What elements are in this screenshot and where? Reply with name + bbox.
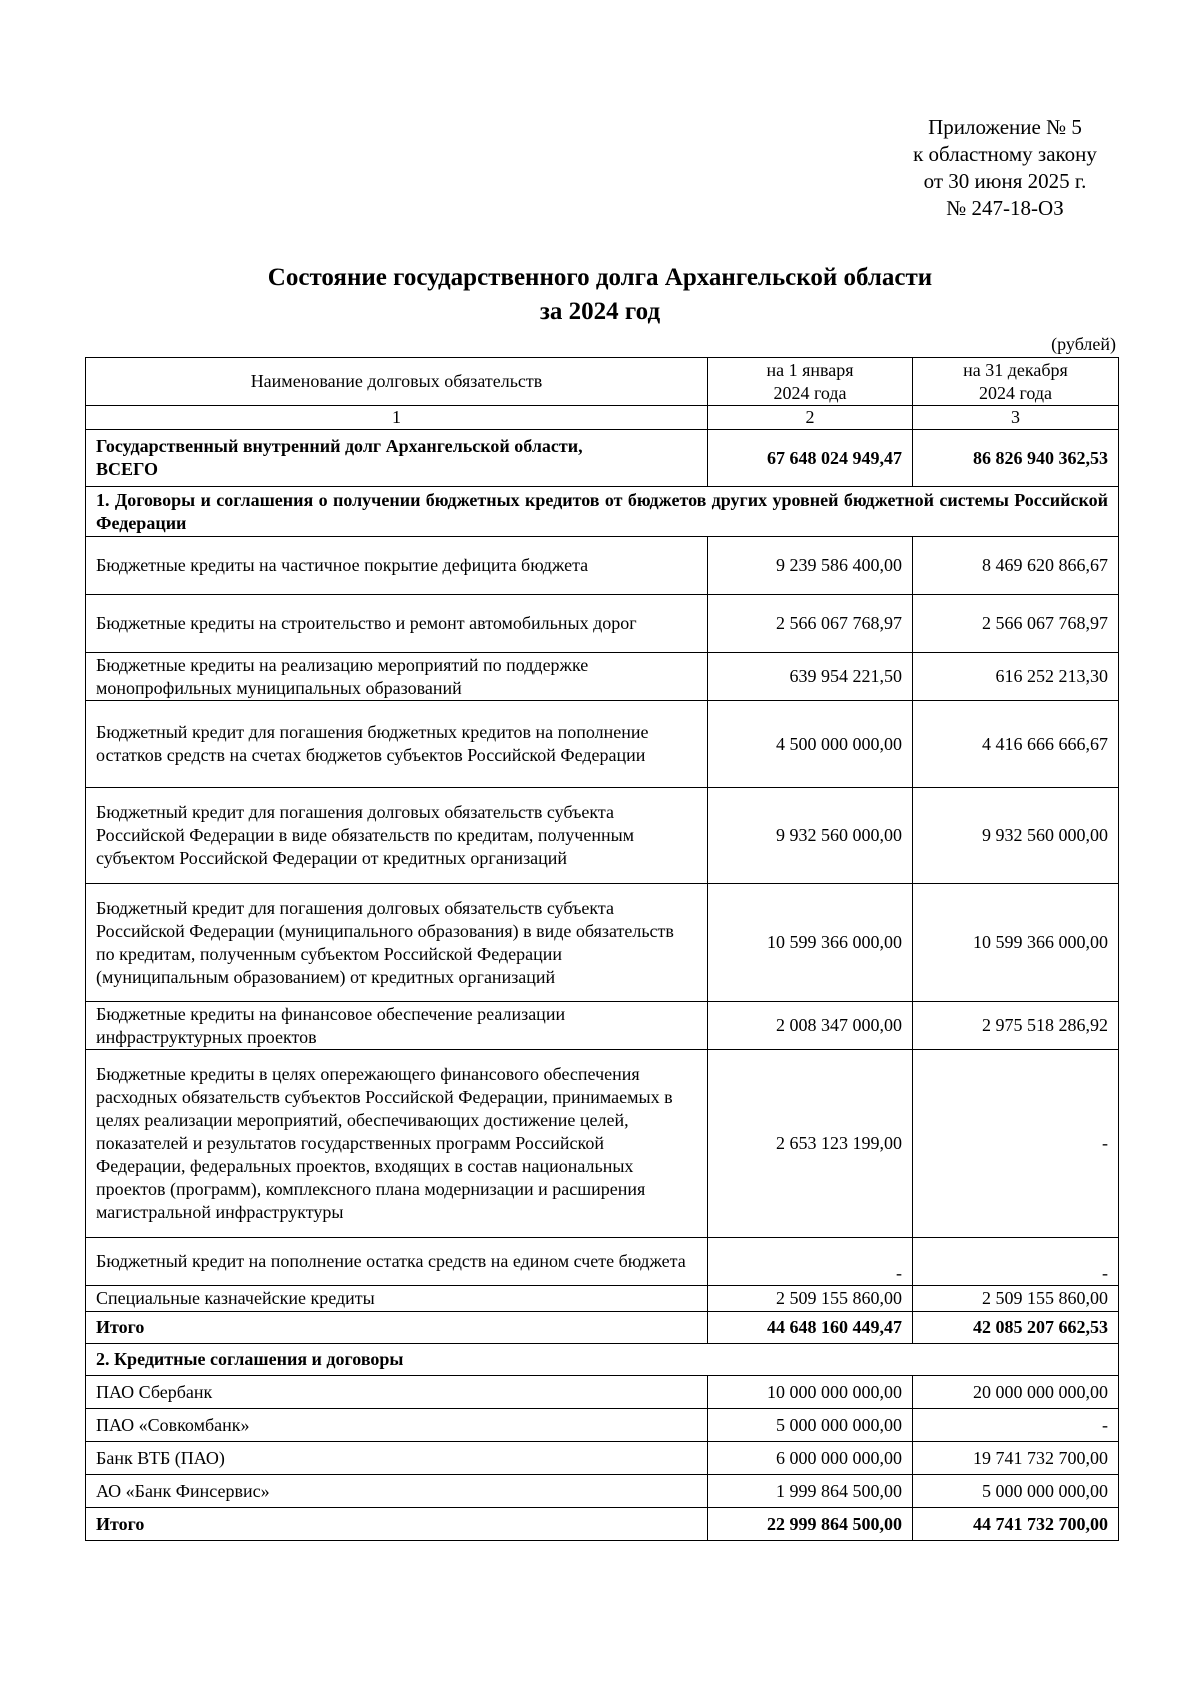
grand-total-name <box>86 430 708 487</box>
colnum-2: 2 <box>708 406 913 430</box>
row-name: ПАО Сбербанк <box>86 1376 708 1409</box>
row-value-jan: 10 000 000 000,00 <box>708 1376 913 1409</box>
section-2-subtotal-row <box>86 1508 1119 1541</box>
appendix-number: Приложение № 5 <box>928 115 1082 139</box>
subtotal-jan: 44 648 160 449,47 <box>708 1312 913 1344</box>
section-2-title-row <box>86 1344 1119 1376</box>
table-row <box>86 1238 1119 1286</box>
grand-total-jan: 67 648 024 949,47 <box>708 430 913 487</box>
table-row <box>86 1475 1119 1508</box>
table-row <box>86 1409 1119 1442</box>
appendix-law: к областному закону <box>913 142 1097 166</box>
row-value-jan: 10 599 366 000,00 <box>708 884 913 1002</box>
header-dec-line1: на 31 декабря <box>963 359 1068 380</box>
grand-total-name-line1: Государственный внутренний долг Архангельской области, <box>96 436 583 456</box>
row-value-jan: 9 239 586 400,00 <box>708 537 913 595</box>
table-row <box>86 701 1119 788</box>
appendix-law-number: № 247-18-ОЗ <box>946 196 1064 220</box>
table-row <box>86 884 1119 1002</box>
row-value-dec: 9 932 560 000,00 <box>913 788 1119 884</box>
section-1-subtotal-row <box>86 1312 1119 1344</box>
subtotal-dec: 42 085 207 662,53 <box>913 1312 1119 1344</box>
grand-total-row <box>86 430 1119 487</box>
table-row <box>86 1050 1119 1238</box>
row-name: Бюджетные кредиты на реализацию мероприятий по поддержке монопрофильных муниципальных образований <box>86 653 708 701</box>
table-row <box>86 788 1119 884</box>
section-1-title-row <box>86 487 1119 537</box>
row-name: ПАО «Совкомбанк» <box>86 1409 708 1442</box>
row-value-jan: 9 932 560 000,00 <box>708 788 913 884</box>
row-value-jan: 1 999 864 500,00 <box>708 1475 913 1508</box>
row-value-jan: 2 008 347 000,00 <box>708 1002 913 1050</box>
row-value-dec: 2 566 067 768,97 <box>913 595 1119 653</box>
row-value-jan: 2 509 155 860,00 <box>708 1286 913 1312</box>
row-value-dec: 2 975 518 286,92 <box>913 1002 1119 1050</box>
grand-total-dec: 86 826 940 362,53 <box>913 430 1119 487</box>
unit-label: (рублей) <box>1051 334 1116 354</box>
row-value-dec: 4 416 666 666,67 <box>913 701 1119 788</box>
table-row <box>86 1442 1119 1475</box>
colnum-1: 1 <box>86 406 708 430</box>
row-value-dec: - <box>913 1409 1119 1442</box>
grand-total-name-line2: ВСЕГО <box>96 459 159 479</box>
row-value-jan: 2 653 123 199,00 <box>708 1050 913 1238</box>
row-name: Банк ВТБ (ПАО) <box>86 1442 708 1475</box>
row-value-jan: - <box>708 1238 913 1286</box>
row-value-jan: 4 500 000 000,00 <box>708 701 913 788</box>
table-row <box>86 537 1119 595</box>
colnum-3: 3 <box>913 406 1119 430</box>
table-row <box>86 1286 1119 1312</box>
row-name: АО «Банк Финсервис» <box>86 1475 708 1508</box>
header-jan-line2: 2024 года <box>773 382 847 403</box>
row-value-dec: 2 509 155 860,00 <box>913 1286 1119 1312</box>
row-value-dec: - <box>913 1238 1119 1286</box>
row-value-dec: 5 000 000 000,00 <box>913 1475 1119 1508</box>
row-value-jan: 2 566 067 768,97 <box>708 595 913 653</box>
debt-table <box>85 357 1119 1541</box>
appendix-date: от 30 июня 2025 г. <box>923 169 1087 193</box>
subtotal-label: Итого <box>86 1508 708 1541</box>
subtotal-label: Итого <box>86 1312 708 1344</box>
table-row <box>86 653 1119 701</box>
row-value-jan: 6 000 000 000,00 <box>708 1442 913 1475</box>
row-value-jan: 5 000 000 000,00 <box>708 1409 913 1442</box>
row-name: Бюджетный кредит для погашения бюджетных кредитов на пополнение остатков средств на счетах бюджетов субъектов Российской Федерации <box>86 701 708 788</box>
row-name: Бюджетный кредит для погашения долговых обязательств субъекта Российской Федерации (муниципального образования) в виде обязательств по кредитам, полученным субъектом Российской Федерации (муниципальным образованием) от кредитных организаций <box>86 884 708 1002</box>
document-subtitle: за 2024 год <box>539 298 661 325</box>
column-number-row <box>86 406 1119 430</box>
section-1-title: 1. Договоры и соглашения о получении бюджетных кредитов от бюджетов других уровней бюджетной системы Российской Федерации <box>86 487 1119 537</box>
row-name: Специальные казначейские кредиты <box>86 1286 708 1312</box>
appendix-block <box>880 114 1130 222</box>
table-row <box>86 1002 1119 1050</box>
subtotal-dec: 44 741 732 700,00 <box>913 1508 1119 1541</box>
table-row <box>86 1376 1119 1409</box>
row-value-dec: 20 000 000 000,00 <box>913 1376 1119 1409</box>
row-value-dec: - <box>913 1050 1119 1238</box>
header-dec <box>913 358 1119 406</box>
row-name: Бюджетный кредит для погашения долговых обязательств субъекта Российской Федерации в виде обязательств по кредитам, полученным субъектом Российской Федерации от кредитных организаций <box>86 788 708 884</box>
header-jan-line1: на 1 января <box>766 359 854 380</box>
row-name: Бюджетные кредиты на частичное покрытие дефицита бюджета <box>86 537 708 595</box>
row-value-jan: 639 954 221,50 <box>708 653 913 701</box>
subtotal-jan: 22 999 864 500,00 <box>708 1508 913 1541</box>
header-jan <box>708 358 913 406</box>
section-2-title: 2. Кредитные соглашения и договоры <box>86 1344 1119 1376</box>
table-row <box>86 595 1119 653</box>
table-header-row <box>86 358 1119 406</box>
row-name: Бюджетные кредиты на финансовое обеспечение реализации инфраструктурных проектов <box>86 1002 708 1050</box>
header-name: Наименование долговых обязательств <box>86 358 708 406</box>
row-value-dec: 19 741 732 700,00 <box>913 1442 1119 1475</box>
header-dec-line2: 2024 года <box>978 382 1053 403</box>
row-value-dec: 8 469 620 866,67 <box>913 537 1119 595</box>
row-name: Бюджетный кредит на пополнение остатка средств на едином счете бюджета <box>86 1238 708 1286</box>
document-title: Состояние государственного долга Архангельской области <box>267 264 933 291</box>
row-value-dec: 616 252 213,30 <box>913 653 1119 701</box>
row-value-dec: 10 599 366 000,00 <box>913 884 1119 1002</box>
row-name: Бюджетные кредиты в целях опережающего финансового обеспечения расходных обязательств субъектов Российской Федерации, принимаемых в целях реализации мероприятий, обеспечивающих достижение целей, показателей и результатов государственных программ Российской Федерации, федеральных проектов, входящих в состав национальных проектов (программ), комплексного плана модернизации и расширения магистральной инфраструктуры <box>86 1050 708 1238</box>
row-name: Бюджетные кредиты на строительство и ремонт автомобильных дорог <box>86 595 708 653</box>
